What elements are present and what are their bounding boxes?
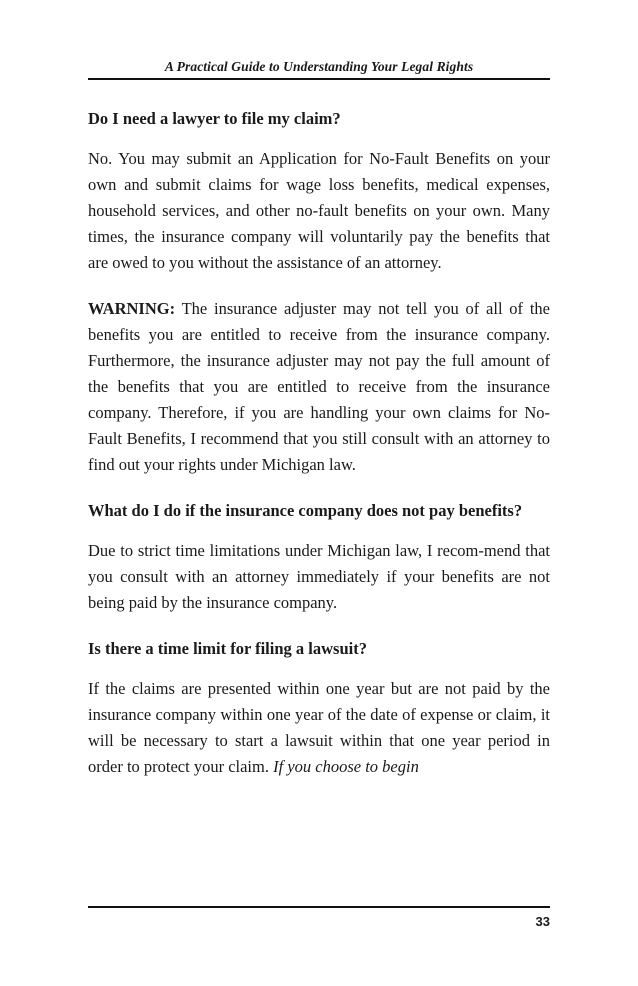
answer-lawyer-needed: No. You may submit an Application for No-Fault Benefits on your own and submit claims for wage loss benefits, medical expenses, household services, and other no-fault benefits on your own. Many times, the insurance company will voluntarily pay the benefits that are owed to you without the assistance of an attorney.: [88, 149, 550, 272]
warning-paragraph: [88, 296, 550, 478]
answer-time-limit-text: If the claims are presented within one year but are not paid by the insurance company within one year of the date of expense or claim, it will be necessary to start a lawsuit within that one year period in order to protect your claim.: [88, 679, 550, 776]
warning-label: WARNING:: [88, 299, 176, 318]
answer-time-limit: [88, 676, 550, 780]
page-footer: [88, 906, 550, 931]
page-number: 33: [535, 914, 550, 929]
question-not-paying: What do I do if the insurance company does not pay benefits?: [88, 501, 523, 520]
answer-time-limit-italic: If you choose to begin: [273, 757, 419, 776]
answer-not-paying: Due to strict time limitations under Michigan law, I recom-mend that you consult with an attorney immediately if your benefits are not being paid by the insurance company.: [88, 541, 550, 612]
warning-text: The insurance adjuster may not tell you of all of the benefits you are entitled to receive from the insurance company. Furthermore, the insurance adjuster may not pay the full amount of the benefits that you are entitled to receive from the insurance company. Therefore, if you are handling your own claims for No-Fault Benefits, I recommend that you still consult with an attorney to find out your rights under Michigan law.: [88, 299, 550, 474]
running-header: A Practical Guide to Understanding Your Legal Rights: [88, 56, 550, 80]
question-time-limit: Is there a time limit for filing a lawsuit?: [88, 639, 367, 658]
question-lawyer-needed: Do I need a lawyer to file my claim?: [88, 109, 341, 128]
page-content: [88, 56, 550, 794]
